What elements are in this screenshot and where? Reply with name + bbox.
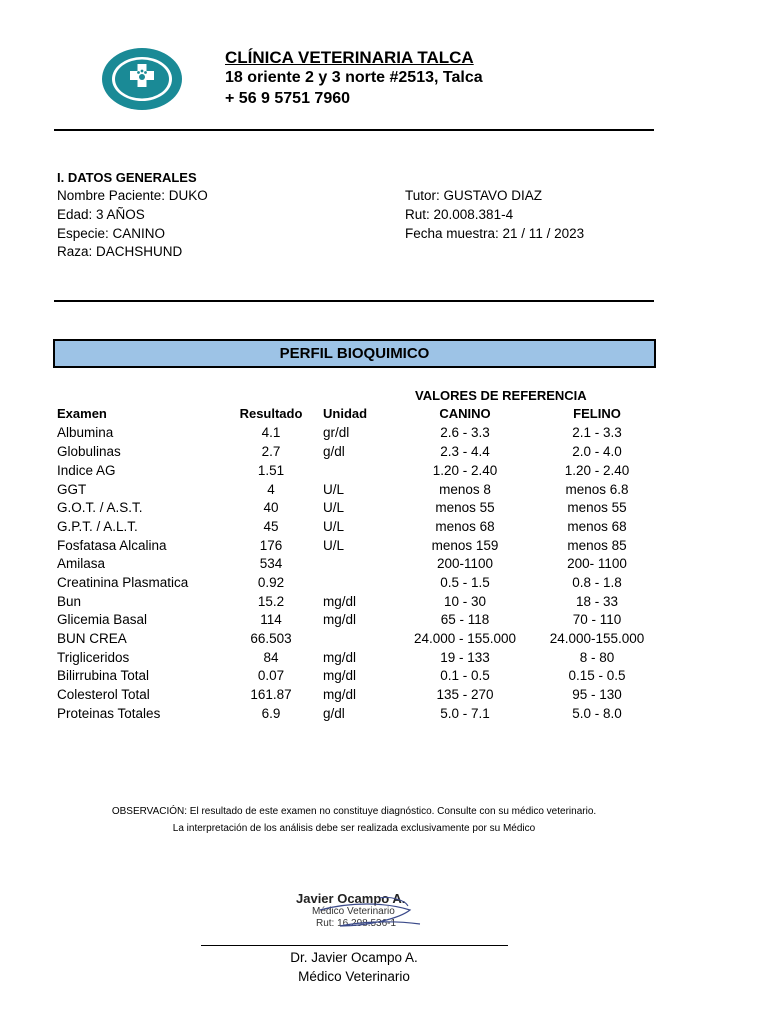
exam-unit: g/dl <box>323 444 345 459</box>
canine-reference: 200-1100 <box>436 556 494 571</box>
table-row <box>0 482 768 501</box>
header-feline: FELINO <box>573 406 621 421</box>
exam-unit: gr/dl <box>323 425 350 440</box>
signature-line <box>201 945 508 946</box>
canine-reference: 5.0 - 7.1 <box>440 706 490 721</box>
tutor-rut: Rut: 20.008.381-4 <box>405 207 514 222</box>
table-row <box>0 538 768 557</box>
feline-reference: 18 - 33 <box>575 594 619 609</box>
feline-reference: 2.1 - 3.3 <box>572 425 622 440</box>
exam-result: 4 <box>267 482 275 497</box>
exam-result: 0.92 <box>257 575 285 590</box>
canine-reference: 65 - 118 <box>440 612 490 627</box>
canine-reference: 24.000 - 155.000 <box>413 631 517 646</box>
table-row <box>0 594 768 613</box>
exam-name: Glicemia Basal <box>57 612 148 627</box>
header-result: Resultado <box>239 406 303 421</box>
canine-reference: menos 8 <box>439 482 491 497</box>
feline-reference: menos 85 <box>567 538 627 553</box>
exam-name: Bun <box>57 594 82 609</box>
table-row <box>0 612 768 631</box>
exam-result: 534 <box>259 556 283 571</box>
profile-title-bar <box>53 339 656 368</box>
exam-result: 161.87 <box>250 687 292 702</box>
exam-name: Trigliceridos <box>57 650 130 665</box>
exam-result: 40 <box>263 500 279 515</box>
exam-name: Colesterol Total <box>57 687 150 702</box>
exam-name: GGT <box>57 482 87 497</box>
signature-scribble <box>280 888 440 938</box>
exam-result: 0.07 <box>257 668 285 683</box>
exam-name: Creatinina Plasmatica <box>57 575 189 590</box>
exam-result: 66.503 <box>250 631 292 646</box>
exam-result: 176 <box>259 538 283 553</box>
canine-reference: 2.3 - 4.4 <box>440 444 490 459</box>
exam-name: G.P.T. / A.L.T. <box>57 519 138 534</box>
exam-name: Bilirrubina Total <box>57 668 150 683</box>
table-row <box>0 463 768 482</box>
exam-result: 1.51 <box>257 463 285 478</box>
feline-reference: 2.0 - 4.0 <box>572 444 622 459</box>
patient-species: Especie: CANINO <box>57 226 166 241</box>
observation-line-1: OBSERVACIÓN: El resultado de este examen no constituye diagnóstico. Consulte con su médico veterinario. <box>111 806 597 817</box>
table-row <box>0 631 768 650</box>
exam-unit: U/L <box>323 500 345 515</box>
header-unit: Unidad <box>323 406 368 421</box>
table-row <box>0 650 768 669</box>
reference-values-title: VALORES DE REFERENCIA <box>415 388 587 403</box>
exam-result: 2.7 <box>261 444 281 459</box>
feline-reference: 0.15 - 0.5 <box>568 668 626 683</box>
signature-stamp-rut: Rut: 16.298.536-1 <box>316 918 397 929</box>
exam-unit: mg/dl <box>323 612 357 627</box>
exam-result: 15.2 <box>257 594 285 609</box>
observation-line-2: La interpretación de los análisis debe ser realizada exclusivamente por su Médico <box>172 823 536 834</box>
canine-reference: 0.1 - 0.5 <box>440 668 490 683</box>
feline-reference: 5.0 - 8.0 <box>572 706 622 721</box>
exam-unit: mg/dl <box>323 650 357 665</box>
header-canine: CANINO <box>439 406 491 421</box>
exam-unit: mg/dl <box>323 687 357 702</box>
feline-reference: menos 68 <box>567 519 627 534</box>
doctor-name: Dr. Javier Ocampo A. <box>290 950 418 965</box>
exam-result: 45 <box>263 519 279 534</box>
canine-reference: menos 159 <box>431 538 499 553</box>
exam-unit: U/L <box>323 482 345 497</box>
exam-result: 84 <box>263 650 279 665</box>
exam-unit: U/L <box>323 519 345 534</box>
clinic-name: CLÍNICA VETERINARIA TALCA <box>225 48 474 67</box>
patient-age: Edad: 3 AÑOS <box>57 207 145 222</box>
feline-reference: 0.8 - 1.8 <box>572 575 622 590</box>
table-row <box>0 575 768 594</box>
header-divider <box>54 129 654 131</box>
exam-unit: mg/dl <box>323 668 357 683</box>
feline-reference: 1.20 - 2.40 <box>564 463 630 478</box>
doctor-title: Médico Veterinario <box>298 969 410 984</box>
feline-reference: 24.000-155.000 <box>549 631 645 646</box>
table-row <box>0 706 768 725</box>
exam-unit: g/dl <box>323 706 345 721</box>
exam-name: Globulinas <box>57 444 121 459</box>
canine-reference: 19 - 133 <box>440 650 490 665</box>
feline-reference: 200- 1100 <box>567 556 627 571</box>
exam-name: Albumina <box>57 425 114 440</box>
general-section-title: I. DATOS GENERALES <box>57 170 197 185</box>
canine-reference: 135 - 270 <box>436 687 494 702</box>
exam-name: Amilasa <box>57 556 106 571</box>
exam-unit: U/L <box>323 538 345 553</box>
feline-reference: 8 - 80 <box>579 650 615 665</box>
table-row <box>0 668 768 687</box>
signature-stamp-name: Javier Ocampo A. <box>296 891 406 906</box>
table-row <box>0 444 768 463</box>
patient-breed: Raza: DACHSHUND <box>57 244 183 259</box>
canine-reference: 0.5 - 1.5 <box>440 575 490 590</box>
exam-name: Proteinas Totales <box>57 706 161 721</box>
exam-name: Fosfatasa Alcalina <box>57 538 167 553</box>
exam-result: 4.1 <box>261 425 281 440</box>
canine-reference: menos 68 <box>435 519 495 534</box>
clinic-address: 18 oriente 2 y 3 norte #2513, Talca <box>225 69 483 86</box>
canine-reference: 2.6 - 3.3 <box>440 425 490 440</box>
table-row <box>0 500 768 519</box>
table-row <box>0 556 768 575</box>
section-divider <box>54 300 654 302</box>
table-row <box>0 519 768 538</box>
profile-title: PERFIL BIOQUIMICO <box>279 345 430 362</box>
feline-reference: menos 55 <box>567 500 627 515</box>
canine-reference: menos 55 <box>435 500 495 515</box>
exam-name: BUN CREA <box>57 631 127 646</box>
exam-result: 114 <box>260 612 282 627</box>
exam-result: 6.9 <box>261 706 281 721</box>
exam-name: G.O.T. / A.S.T. <box>57 500 143 515</box>
canine-reference: 10 - 30 <box>443 594 487 609</box>
signature-stamp-role: Médico Veterinario <box>312 906 395 917</box>
table-header-row <box>0 406 768 425</box>
feline-reference: 95 - 130 <box>572 687 622 702</box>
clinic-phone: + 56 9 5751 7960 <box>225 90 351 107</box>
feline-reference: menos 6.8 <box>565 482 629 497</box>
canine-reference: 1.20 - 2.40 <box>432 463 498 478</box>
exam-name: Indice AG <box>57 463 116 478</box>
feline-reference: 70 - 110 <box>572 612 622 627</box>
tutor-name: Tutor: GUSTAVO DIAZ <box>405 188 543 203</box>
patient-name: Nombre Paciente: DUKO <box>57 188 208 203</box>
table-row <box>0 425 768 444</box>
table-row <box>0 687 768 706</box>
exam-unit: mg/dl <box>323 594 357 609</box>
clinic-logo <box>101 47 183 111</box>
header-exam: Examen <box>57 406 107 421</box>
sample-date: Fecha muestra: 21 / 11 / 2023 <box>405 226 585 241</box>
